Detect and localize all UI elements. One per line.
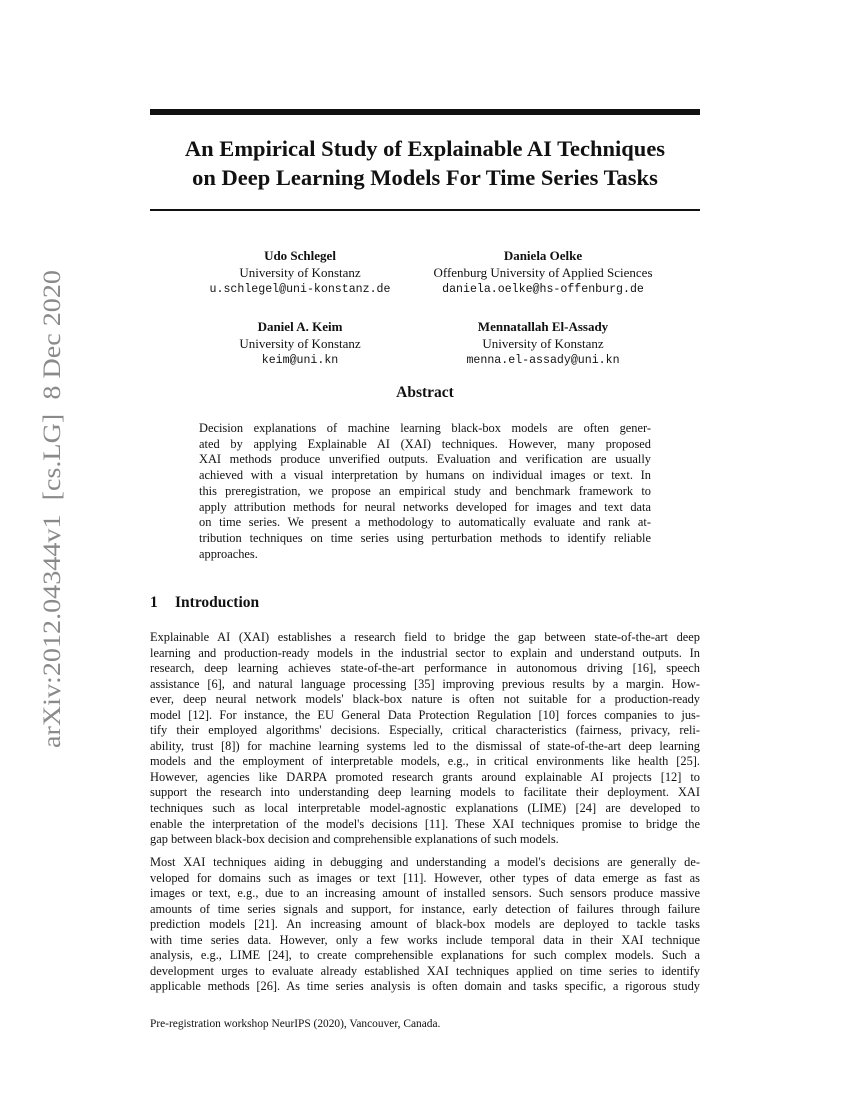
body-line: gap between black-box decision and comprehensible explanations of such models. (150, 832, 559, 847)
section-number: 1 (150, 594, 158, 611)
abstract-line: apply attribution methods for neural networks developed for images and text data (199, 499, 651, 514)
body-line: veloped for domains such as images or text [11]. However, other types of data emerge as fast as (150, 870, 700, 885)
footer-note: Pre-registration workshop NeurIPS (2020), Vancouver, Canada. (150, 1018, 441, 1030)
author-email: daniela.oelke@hs-offenburg.de (442, 283, 644, 296)
body-line: research, deep learning achieves state-of-the-art performance in autonomous driving [16], speech (150, 661, 700, 676)
body-line: amounts of time series signals and support, for instance, early detection of failures through failure (150, 901, 700, 916)
author-name: Udo Schlegel (264, 248, 336, 263)
body-line: analysis, e.g., LIME [24], to create comprehensible explanations for such complex models. Such a (150, 948, 700, 963)
author-affiliation: University of Konstanz (482, 336, 604, 351)
author-block (190, 247, 410, 298)
body-line: techniques such as local interpretable model-agnostic explanations (LIME) [24] are developed to (150, 801, 700, 816)
body-line: models and the employment of interpretable models, e.g., in critical environments like health [25]. (150, 754, 700, 769)
body-line: applicable methods [26]. As time series analysis is often domain and tasks specific, a rigorous study (150, 979, 700, 994)
abstract-line: on time series. We present a methodology to automatically evaluate and rank at- (199, 515, 651, 530)
author-email: u.schlegel@uni-konstanz.de (209, 283, 391, 296)
body-line: Explainable AI (XAI) establishes a research field to bridge the gap between state-of-the-art deep (150, 630, 700, 644)
paper-title (150, 134, 700, 192)
body-line: support the research into understanding deep learning models to facilitate their deployment. XAI (150, 785, 700, 800)
body-line: model [12]. For instance, the EU General Data Protection Regulation [10] forces companies to jus- (150, 707, 700, 722)
body-line: ever, deep neural network models' black-box nature is often not suitable for a production-ready (150, 692, 700, 707)
abstract-heading: Abstract (396, 384, 454, 401)
intro-paragraph-1 (150, 630, 700, 848)
top-rule (150, 109, 700, 115)
title-line-2: on Deep Learning Models For Time Series Tasks (192, 165, 658, 190)
abstract-text (199, 421, 651, 562)
title-bottom-rule (150, 209, 700, 211)
body-line: Most XAI techniques aiding in debugging and understanding a model's decisions are generally de- (150, 855, 700, 869)
author-affiliation: University of Konstanz (239, 265, 361, 280)
author-email: keim@uni.kn (261, 354, 339, 367)
abstract-line: this preregistration, we propose an empirical study and benchmark framework to (199, 483, 651, 498)
arxiv-stamp-graphic (40, 268, 64, 748)
author-affiliation: University of Konstanz (239, 336, 361, 351)
section-heading-introduction (150, 594, 259, 612)
abstract-line: achieved with a visual interpretation by humans on individual images or text. In (199, 468, 651, 483)
body-line: However, agencies like DARPA promoted research grants around explainable AI projects [12] to (150, 769, 700, 784)
abstract-line: ated by applying Explainable AI (XAI) techniques. However, many proposed (199, 436, 651, 451)
title-line-1: An Empirical Study of Explainable AI Techniques (184, 136, 666, 161)
abstract-line: tribution techniques on time series using perturbation methods to identify reliable (199, 530, 651, 545)
author-block (418, 318, 668, 369)
abstract-line: approaches. (199, 546, 258, 561)
arxiv-stamp-text: arXiv:2012.04344v1 [cs.LG] 8 Dec 2020 (39, 323, 66, 748)
body-line: tify their employed algorithms' decisions. Especially, critical characteristics (fairness, privacy, reli- (150, 723, 700, 738)
section-title: Introduction (175, 594, 260, 611)
body-line: development urges to evaluate already established XAI techniques applied on time series to identify (150, 963, 700, 978)
author-affiliation: Offenburg University of Applied Sciences (433, 265, 653, 280)
body-line: prediction models [21]. An increasing amount of black-box models are deployed to tackle tasks (150, 917, 700, 932)
body-line: images or text, e.g., due to an increasing amount of installed sensors. Such sensors produce massive (150, 886, 700, 901)
author-block (190, 318, 410, 369)
author-name: Daniela Oelke (503, 248, 583, 263)
author-block (418, 247, 668, 298)
arxiv-stamp (40, 268, 64, 748)
author-email: menna.el-assady@uni.kn (466, 354, 620, 367)
body-line: learning and production-ready models in the industrial sector to explain and understand outputs. In (150, 645, 700, 660)
author-name: Daniel A. Keim (257, 319, 343, 334)
abstract-line: XAI methods produce unverified outputs. Evaluation and verification are usually (199, 452, 651, 467)
body-line: enable the interpretation of the model's decisions [11]. These XAI techniques promise to bridge the (150, 816, 700, 831)
abstract-line: Decision explanations of machine learning black-box models are often gener- (199, 421, 651, 435)
intro-paragraph-2 (150, 855, 700, 995)
body-line: ability, trust [8]) for machine learning systems led to the dismissal of state-of-the-art deep learning (150, 738, 700, 753)
author-name: Mennatallah El-Assady (477, 319, 609, 334)
body-line: with time series data. However, only a few works include temporal data in their XAI technique (150, 932, 700, 947)
body-line: assistance [6], and natural language processing [35] improving previous results by a margin. How- (150, 676, 700, 691)
